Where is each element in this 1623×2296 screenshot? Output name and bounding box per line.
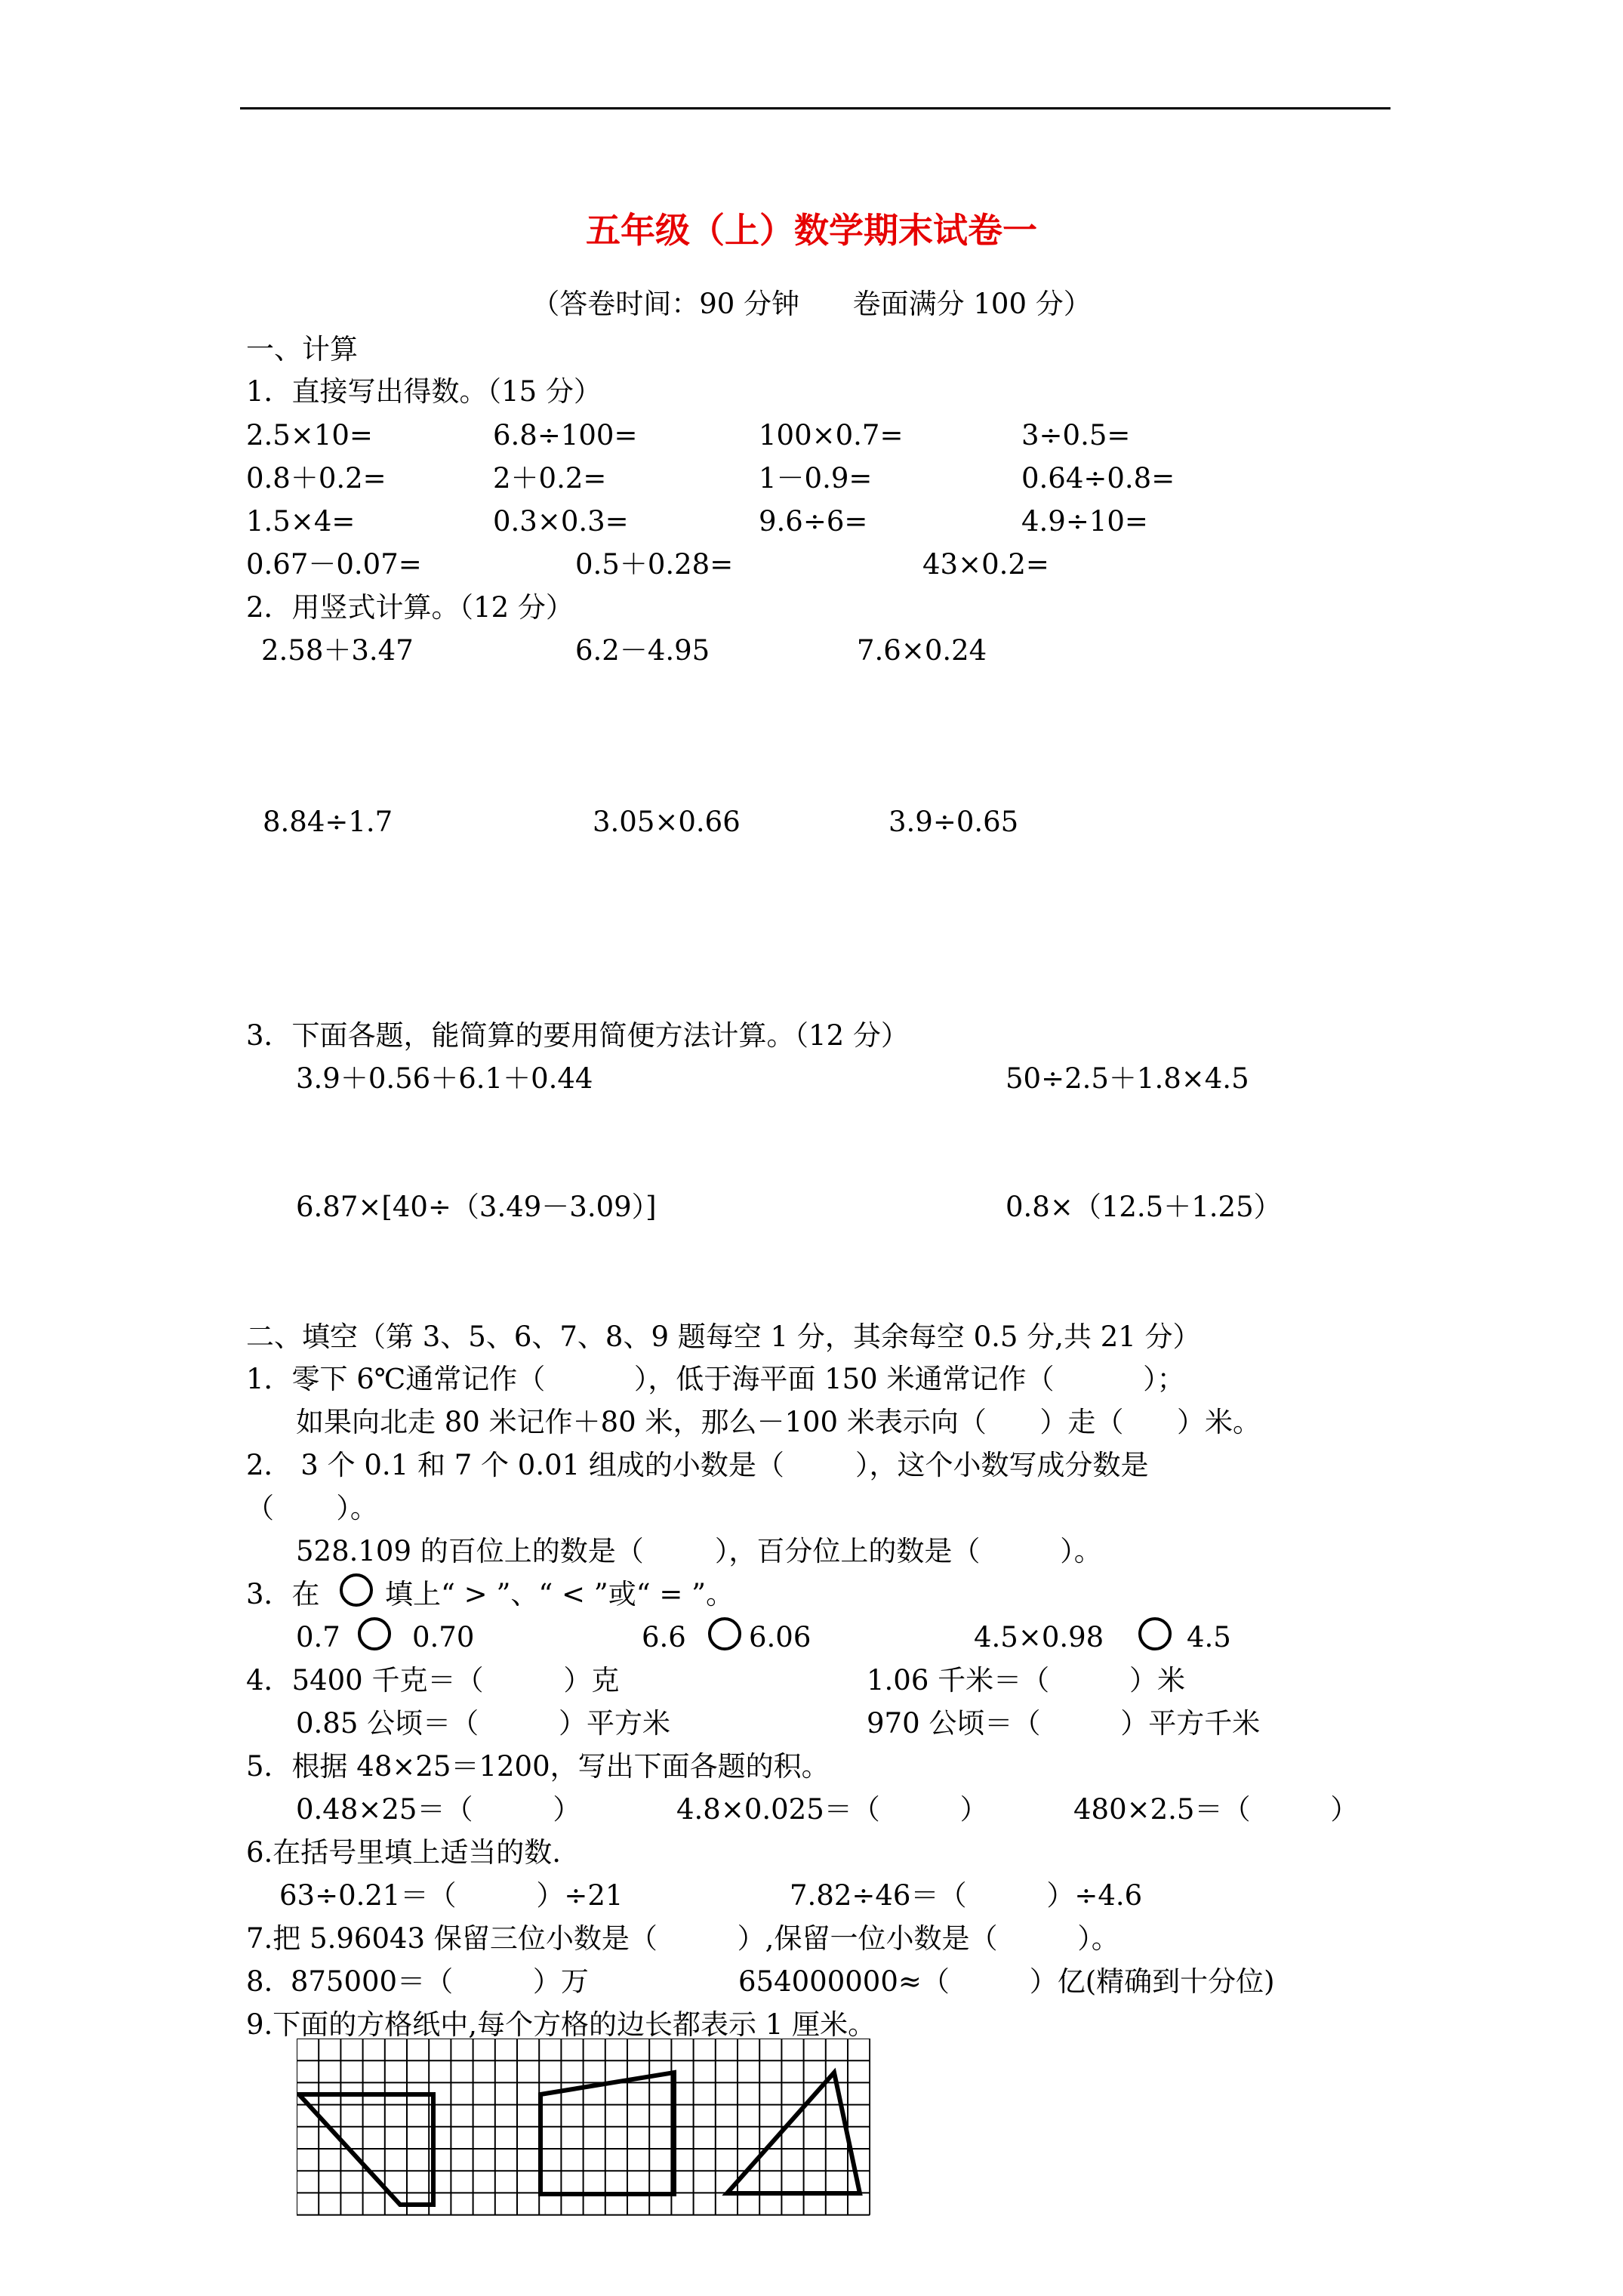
q3-title: 3．下面各题，能简算的要用简便方法计算。（12 分） xyxy=(246,1019,909,1052)
fill-q5-title: 5．根据 48×25＝1200，写出下面各题的积。 xyxy=(246,1750,830,1783)
fill-q5-item: 4.8×0.025＝（ ） xyxy=(676,1793,988,1826)
fill-q5-item: 480×2.5＝（ ） xyxy=(1073,1793,1359,1826)
q1-item: 100×0.7= xyxy=(759,419,904,451)
q1-item: 9.6÷6= xyxy=(759,505,868,538)
fill-q1-line2: 如果向北走 80 米记作＋80 米，那么－100 米表示向（ ）走（ ）米。 xyxy=(296,1406,1261,1438)
part1-heading: 一、计算 xyxy=(246,333,358,365)
fill-q2-line1: 2． 3 个 0.1 和 7 个 0.01 组成的小数是（ ），这个小数写成分数是 xyxy=(246,1449,1149,1481)
q1-item: 1.5×4= xyxy=(246,505,356,538)
fill-q6-item: 7.82÷46＝（ ）÷4.6 xyxy=(790,1879,1143,1912)
fill-q1-line1: 1．零下 6℃通常记作（ ），低于海平面 150 米通常记作（ ）； xyxy=(246,1363,1185,1395)
fill-q4-item: 0.85 公顷＝（ ）平方米 xyxy=(296,1707,670,1740)
fill-q4-item: 970 公顷＝（ ）平方千米 xyxy=(867,1707,1261,1740)
fill-q3-rest: 填上“ > ”、“ < ”或“ = ”。 xyxy=(385,1578,735,1610)
compare-right: 0.70 xyxy=(412,1621,475,1653)
q3-item: 50÷2.5＋1.8×4.5 xyxy=(1006,1062,1249,1095)
compare-right: 4.5 xyxy=(1187,1621,1231,1653)
q1-item: 0.64÷0.8= xyxy=(1021,462,1175,495)
q2-item: 2.58＋3.47 xyxy=(261,634,414,667)
compare-left: 4.5×0.98 xyxy=(974,1621,1104,1653)
fill-q6-item: 63÷0.21＝（ ）÷21 xyxy=(279,1879,624,1912)
compare-left: 0.7 xyxy=(296,1621,340,1653)
fill-q9-title: 9.下面的方格纸中,每个方格的边长都表示 1 厘米。 xyxy=(246,2008,876,2041)
fill-q8-item: 8. 875000＝（ ）万 xyxy=(246,1965,589,1998)
fill-q2-line2: （ ）。 xyxy=(246,1492,378,1524)
q2-item: 8.84÷1.7 xyxy=(263,806,393,838)
exam-subtitle: （答卷时间：90 分钟 卷面满分 100 分） xyxy=(531,288,1092,320)
q1-item: 0.67－0.07= xyxy=(246,548,422,581)
q1-item: 4.9÷10= xyxy=(1021,505,1148,538)
part2-heading: 二、填空（第 3、5、6、7、8、9 题每空 1 分，其余每空 0.5 分,共 21 分） xyxy=(246,1321,1201,1353)
q1-item: 0.8＋0.2= xyxy=(246,462,387,495)
compare-circle-icon xyxy=(340,1573,373,1607)
fill-q3-label: 3．在 xyxy=(246,1578,320,1610)
fill-q4-item: 4．5400 千克＝（ ）克 xyxy=(246,1664,620,1697)
fill-q6-title: 6.在括号里填上适当的数. xyxy=(246,1836,562,1869)
q2-item: 6.2－4.95 xyxy=(575,634,710,667)
q2-item: 7.6×0.24 xyxy=(857,634,987,667)
exam-title: 五年级（上）数学期末试卷一 xyxy=(586,210,1037,251)
q2-item: 3.9÷0.65 xyxy=(888,806,1019,838)
q1-item: 6.8÷100= xyxy=(493,419,638,451)
grid-paper-figure xyxy=(297,2039,870,2220)
q1-item: 2.5×10= xyxy=(246,419,373,451)
q1-item: 43×0.2= xyxy=(922,548,1049,581)
compare-left: 6.6 xyxy=(642,1621,686,1653)
shape-triangle-right xyxy=(727,2073,860,2193)
compare-circle-icon[interactable] xyxy=(358,1617,391,1650)
fill-q2-line3: 528.109 的百位上的数是（ ），百分位上的数是（ ）。 xyxy=(296,1535,1102,1567)
q1-item: 0.3×0.3= xyxy=(493,505,629,538)
compare-circle-icon[interactable] xyxy=(708,1617,741,1650)
compare-right: 6.06 xyxy=(749,1621,812,1653)
q1-item: 2＋0.2= xyxy=(493,462,607,495)
q1-item: 0.5＋0.28= xyxy=(575,548,734,581)
q3-item: 6.87×[40÷（3.49－3.09）] xyxy=(296,1191,657,1223)
q1-title: 1．直接写出得数。（15 分） xyxy=(246,375,602,408)
fill-q7: 7.把 5.96043 保留三位小数是（ ）,保留一位小数是（ ）。 xyxy=(246,1922,1119,1955)
fill-q8-item: 654000000≈（ ）亿(精确到十分位) xyxy=(738,1965,1275,1998)
q2-title: 2．用竖式计算。（12 分） xyxy=(246,591,574,624)
q1-item: 3÷0.5= xyxy=(1021,419,1131,451)
q2-item: 3.05×0.66 xyxy=(593,806,741,838)
q3-item: 3.9＋0.56＋6.1＋0.44 xyxy=(296,1062,593,1095)
fill-q4-item: 1.06 千米＝（ ）米 xyxy=(867,1664,1185,1697)
compare-circle-icon[interactable] xyxy=(1138,1617,1172,1650)
fill-q5-item: 0.48×25＝（ ） xyxy=(296,1793,581,1826)
top-rule xyxy=(240,107,1390,109)
q1-item: 1－0.9= xyxy=(759,462,873,495)
q3-item: 0.8×（12.5＋1.25） xyxy=(1006,1191,1282,1223)
